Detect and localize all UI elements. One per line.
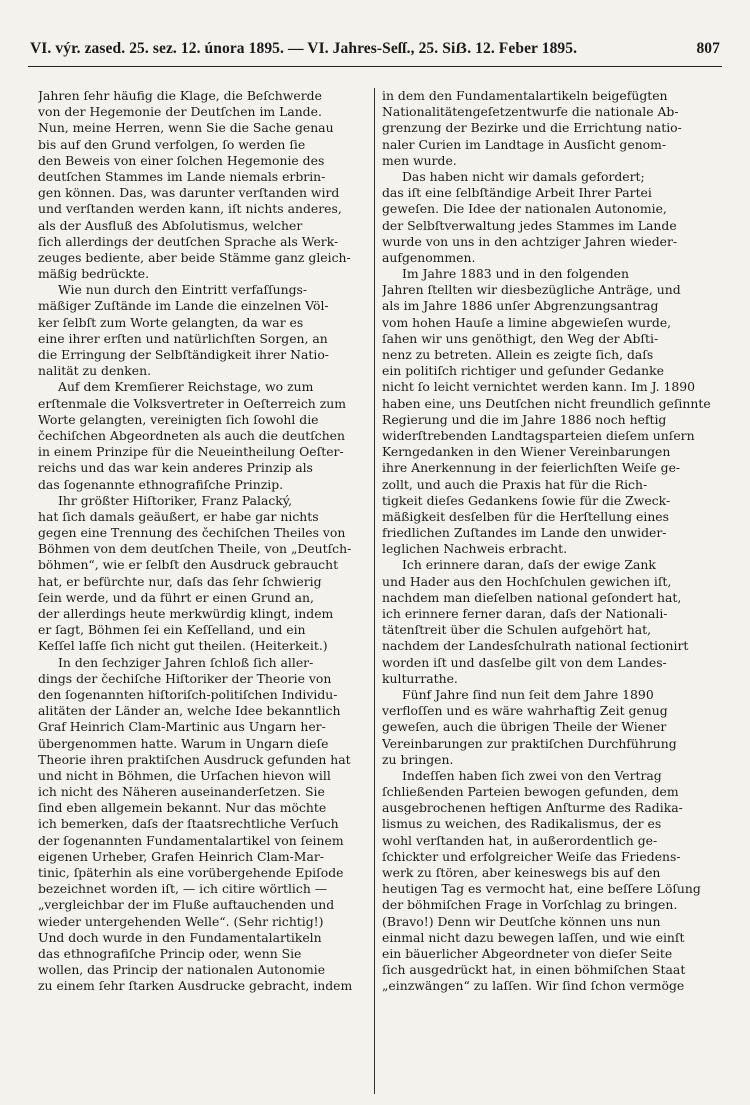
text-line: ſind eben allgemein bekannt. Nur das möchte (38, 800, 327, 816)
text-line: Regierung und die im Jahre 1886 noch heftig (382, 411, 667, 427)
text-line: mäßigkeit desſelben für die Herſtellung eines (382, 508, 669, 524)
text-line: deutſchen Stammes im Lande niemals erbrin- (38, 168, 326, 184)
text-line: mäßiger Zuſtände im Lande die einzelnen Völ- (38, 298, 329, 314)
text-line: ausgebrochenen heftigen Anſturme des Radika- (382, 800, 683, 816)
text-line: ſein werde, und da führt er einen Grund an, (38, 589, 314, 605)
text-line: der Selbſtverwaltung jedes Stammes im Lande (382, 217, 677, 233)
text-line: und verſtanden werden kann, iſt nichts anderes, (38, 201, 342, 217)
text-line: eigenen Urheber, Grafen Heinrich Clam-Mar- (38, 848, 324, 864)
text-line: verfloſſen und es wäre wahrhaftig Zeit genug (382, 703, 668, 719)
text-line: heutigen Tag es vermocht hat, eine beſſere Löſung (382, 881, 701, 897)
text-line: „vergleichbar der im Fluße auftauchenden und (38, 897, 335, 913)
text-line: ſchickter und erfolgreicher Weiſe das Friedens- (382, 848, 681, 864)
text-line: grenzung der Bezirke und die Errichtung natio- (382, 120, 682, 136)
text-line: wurde von uns in den achtziger Jahren wieder- (382, 233, 678, 249)
text-line: tinic, ſpäterhin als eine vorübergehende Epiſode (38, 865, 344, 880)
text-line: Vereinbarungen zur praktiſchen Durchführung (382, 735, 677, 751)
text-line: Graf Heinrich Clam-Martinic aus Ungarn her- (38, 719, 326, 735)
text-line: reichs und das war kein anderes Prinzip als (38, 460, 313, 476)
text-line: Theorie ihren praktiſchen Ausdruck gefunden hat (38, 751, 351, 767)
page-number: 807 (696, 40, 720, 57)
text-line: leglichen Nachweis erbracht. (382, 541, 568, 557)
text-line: Im Jahre 1883 und in den folgenden (402, 266, 629, 282)
running-head: VI. výr. zased. 25. sez. 12. února 1895. — VI. Jahres-Seſſ., 25. Siẞ. 12. Feber 1895. (30, 40, 578, 57)
text-line: nalität zu denken. (38, 363, 152, 379)
text-line: Das haben nicht wir damals gefordert; (402, 168, 645, 184)
text-line: das ethnografiſche Princip oder, wenn Sie (38, 945, 302, 961)
text-line: mäßig bedrückte. (38, 266, 150, 282)
text-line: worden iſt und dasſelbe gilt von dem Landes- (382, 654, 667, 670)
text-line: wieder untergehenden Welle“. (Sehr richtig!) (38, 913, 324, 929)
text-line: werk zu ſtören, aber keineswegs bis auf den (382, 865, 661, 880)
text-line: der ſogenannten Fundamentalartikel von ſeinem (38, 832, 344, 848)
text-line: ich nicht des Näheren auseinanderſetzen. Sie (38, 784, 325, 800)
text-line: vom hohen Hauſe a limine abgewieſen wurde, (382, 314, 672, 330)
text-line: zeuges bediente, aber beide Stämme ganz gleich- (38, 249, 351, 265)
left-column (38, 88, 368, 995)
text-line: friedlichen Zuſtandes im Lande den unwider- (382, 525, 667, 541)
text-line: ich bemerken, daſs der ſtaatsrechtliche Verſuch (38, 816, 339, 832)
text-line: men wurde. (382, 152, 457, 168)
text-line: Jahren ſtellten wir diesbezügliche Anträge, und (382, 282, 681, 298)
text-line: bezeichnet worden iſt, — ich citire wörtlich — (38, 881, 328, 897)
text-line: Nationalitätengeſetzentwurfe die nationale Ab- (382, 104, 679, 120)
text-line: nicht ſo leicht vernichtet werden kann. Im J. 1890 (382, 379, 695, 395)
text-line: als im Jahre 1886 unſer Abgrenzungsantrag (382, 298, 659, 314)
text-line: aufgenommen. (382, 249, 476, 265)
text-line: zu bringen. (382, 751, 454, 767)
text-line: er ſagt, Böhmen ſei ein Keſſelland, und ein (38, 622, 306, 638)
header-rule (28, 66, 722, 67)
text-line: ihre Anerkennung in der feierlichſten Weiſe ge- (382, 460, 681, 476)
text-line: bis auf den Grund verfolgen, ſo werden ſie (38, 136, 306, 152)
text-line: den ſogenannten hiſtoriſch-politiſchen Individu- (38, 686, 338, 702)
text-line: in dem den Fundamentalartikeln beigefügten (382, 88, 668, 103)
text-line: in einem Prinzipe für die Neueintheilung Oeſter- (38, 444, 344, 460)
text-line: das ſogenannte ethnografiſche Prinzip. (38, 476, 284, 492)
column-divider (374, 88, 375, 1094)
text-line: nenz zu betreten. Allein es zeigte ſich, daſs (382, 347, 654, 362)
text-line: ſich ausgedrückt hat, in einen böhmiſchen Staat (382, 962, 686, 978)
text-line: und nicht in Böhmen, die Urſachen hievon will (38, 767, 331, 783)
text-line: Ich erinnere daran, daſs der ewige Zank (402, 557, 656, 573)
text-line: lismus zu weichen, des Radikalismus, der es (382, 816, 662, 832)
text-line: Böhmen von dem deutſchen Theile, von „Deutſch- (38, 541, 352, 557)
text-line: geweſen. Die Idee der nationalen Autonomie, (382, 201, 667, 217)
text-line: dings der čechiſche Hiſtoriker der Theorie von (38, 670, 332, 686)
text-line: Worte gelangten, vereinigten ſich ſowohl die (38, 411, 319, 427)
text-line: Keſſel laſſe ſich nicht gut theilen. (Heiterkeit.) (38, 638, 328, 654)
text-line: als der Ausfluß des Abſolutismus, welcher (38, 217, 303, 233)
text-line: čechiſchen Abgeordneten als auch die deutſchen (38, 427, 345, 443)
text-line: widerſtrebenden Landtagsparteien dieſem unſern (382, 427, 695, 443)
text-line: Und doch wurde in den Fundamentalartikeln (38, 929, 322, 945)
text-line: gegen eine Trennung des čechiſchen Theiles von (38, 525, 346, 541)
text-line: zu einem ſehr ſtarken Ausdrucke gebracht, indem (38, 978, 353, 994)
text-line: wollen, das Princip der nationalen Autonomie (38, 962, 326, 978)
text-line: Jahren ſehr häufig die Klage, die Beſchwerde (38, 88, 322, 103)
page-header (30, 40, 720, 62)
text-line: hat, er befürchte nur, daſs das ſehr ſchwierig (38, 573, 322, 589)
text-line: Wie nun durch den Eintritt verfaſſungs- (58, 282, 308, 298)
text-line: erſtenmale die Volksvertreter in Oeſterreich zum (38, 395, 346, 411)
text-line: ich erinnere ferner daran, daſs der Nationali- (382, 606, 668, 621)
text-line: zollt, und auch die Praxis hat für die Rich- (382, 476, 648, 492)
text-line: ſchließenden Parteien bewogen gefunden, dem (382, 784, 679, 800)
text-line: wohl verſtanden hat, in außerordentlich ge- (382, 832, 658, 848)
text-line: ein bäuerlicher Abgeordneter von dieſer Seite (382, 945, 673, 961)
text-line: das iſt eine ſelbſtändige Arbeit Ihrer Partei (382, 185, 652, 201)
text-line: böhmen“, wie er ſelbſt den Ausdruck gebraucht (38, 557, 339, 573)
text-line: ſahen wir uns genöthigt, den Weg der Abſti- (382, 330, 659, 346)
text-line: tätenſtreit über die Schulen aufgehört hat, (382, 622, 652, 638)
text-line: haben eine, uns Deutſchen nicht freundlich geſinnte (382, 395, 711, 411)
text-line: nachdem man dieſelben national geſondert hat, (382, 589, 682, 605)
text-line: Kerngedanken in den Wiener Vereinbarungen (382, 444, 671, 460)
text-line: einmal nicht dazu bewegen laſſen, und wie einſt (382, 929, 685, 945)
text-line: tigkeit dieſes Gedankens ſowie für die Zweck- (382, 492, 671, 508)
text-line: Ihr größter Hiſtoriker, Franz Palacký, (58, 492, 293, 508)
text-line: eine ihrer erſten und natürlichſten Sorgen, an (38, 330, 328, 346)
text-line: geweſen, auch die übrigen Theile der Wiener (382, 719, 667, 735)
text-line: ker ſelbſt zum Worte gelangten, da war es (38, 314, 304, 330)
text-line: und Hader aus den Hochſchulen gewichen iſt, (382, 573, 672, 589)
right-column (382, 88, 712, 995)
text-line: der böhmiſchen Frage in Vorſchlag zu bringen. (382, 897, 678, 913)
text-line: hat ſich damals geäußert, er habe gar nichts (38, 508, 319, 524)
text-line: (Bravo!) Denn wir Deutſche können uns nun (382, 913, 661, 929)
text-line: gen können. Das, was darunter verſtanden wird (38, 185, 340, 201)
text-line: Nun, meine Herren, wenn Sie die Sache genau (38, 120, 334, 136)
text-line: ſich allerdings der deutſchen Sprache als Werk- (38, 233, 339, 249)
text-line: die Erringung der Selbſtändigkeit ihrer Natio- (38, 347, 329, 362)
text-line: kulturrathe. (382, 670, 458, 686)
text-line: „einzwängen“ zu laſſen. Wir ſind ſchon vermöge (382, 978, 685, 994)
text-line: nachdem der Landesſchulrath national ſectionirt (382, 638, 689, 654)
text-line: Indeſſen haben ſich zwei von den Vertrag (402, 767, 662, 783)
text-line: der allerdings heute merkwürdig klingt, indem (38, 606, 334, 621)
text-line: Fünf Jahre ſind nun ſeit dem Jahre 1890 (402, 686, 654, 702)
text-line: ein politiſch richtiger und geſunder Gedanke (382, 363, 664, 379)
text-line: Auf dem Kremſierer Reichstage, wo zum (58, 379, 314, 395)
text-line: übergenommen hatte. Warum in Ungarn dieſe (38, 735, 329, 751)
text-line: den Beweis von einer ſolchen Hegemonie des (38, 152, 325, 168)
text-line: naler Curien im Landtage in Ausſicht genom- (382, 136, 667, 152)
text-line: von der Hegemonie der Deutſchen im Lande. (38, 104, 322, 120)
text-line: alitäten der Länder an, welche Idee bekanntlich (38, 703, 341, 719)
text-line: In den ſechziger Jahren ſchloß ſich aller- (58, 654, 314, 670)
